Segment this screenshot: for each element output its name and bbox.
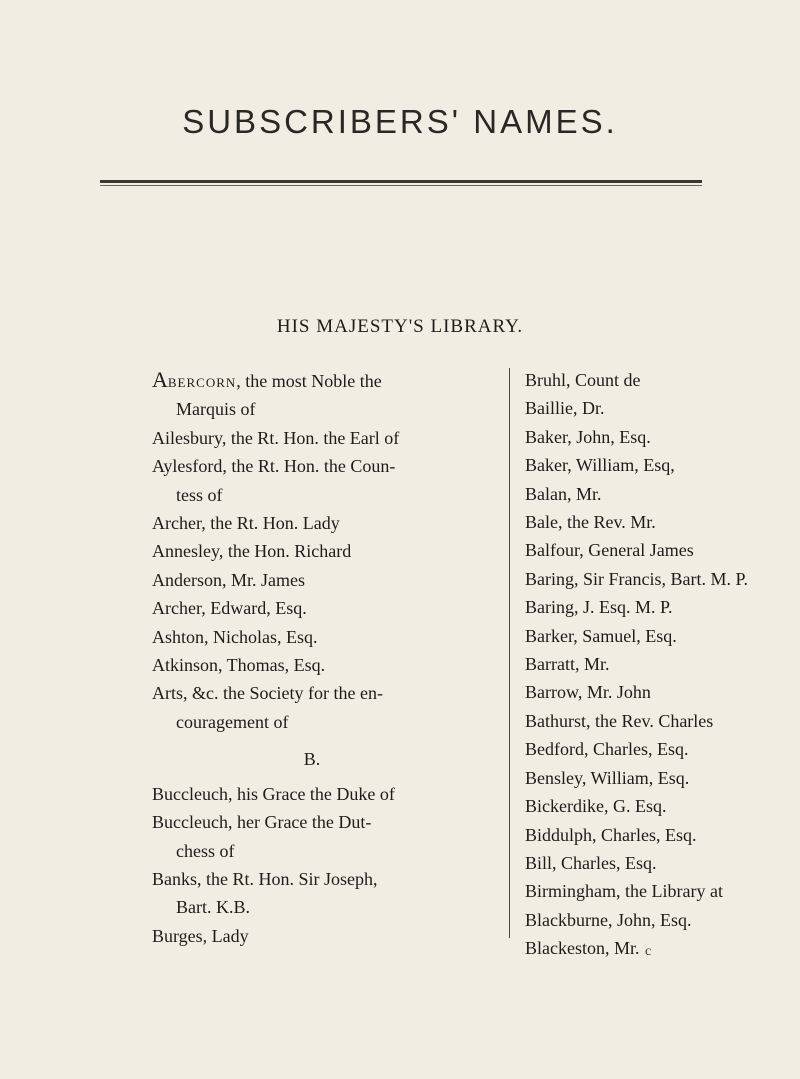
list-item: Aylesford, the Rt. Hon. the Coun- (152, 456, 396, 477)
drop-cap: A (152, 367, 168, 392)
list-item: tess of (176, 484, 223, 505)
list-item: Barratt, Mr. (525, 654, 610, 675)
list-item: Bruhl, Count de (525, 370, 641, 390)
list-item: Buccleuch, his Grace the Duke of (152, 783, 395, 804)
left-column (152, 366, 502, 950)
list-item: Marquis of (176, 399, 256, 420)
list-item: Barrow, Mr. John (525, 682, 651, 703)
page-title: SUBSCRIBERS' NAMES. (182, 103, 618, 140)
list-item: Arts, &c. the Society for the en- (152, 683, 383, 704)
list-item: Bart. K.B. (176, 897, 250, 918)
list-item: Baring, J. Esq. M. P. (525, 597, 673, 618)
list-item (152, 366, 502, 395)
list-item: Birmingham, the Library at (525, 881, 723, 902)
signature-mark: c (645, 944, 652, 959)
list-item: Baker, John, Esq. (525, 426, 651, 447)
list-item: Archer, the Rt. Hon. Lady (152, 513, 340, 534)
list-item: Baillie, Dr. (525, 398, 605, 419)
list-item: Bensley, William, Esq. (525, 767, 690, 788)
title-rule-thick (100, 180, 702, 183)
list-item: Ashton, Nicholas, Esq. (152, 626, 318, 647)
list-item: Balan, Mr. (525, 483, 602, 504)
list-item: Bickerdike, G. Esq. (525, 796, 667, 817)
list-item: Annesley, the Hon. Richard (152, 541, 352, 562)
list-item: Barker, Samuel, Esq. (525, 625, 677, 646)
page-subtitle: HIS MAJESTY'S LIBRARY. (276, 316, 524, 337)
list-item: Buccleuch, her Grace the Dut- (152, 812, 372, 833)
section-heading-b: B. (303, 749, 321, 770)
list-item: Bale, the Rev. Mr. (525, 512, 656, 533)
list-item: Blackeston, Mr. (525, 938, 640, 959)
title-rule-thin (100, 185, 702, 186)
list-item: Burges, Lady (152, 925, 249, 946)
small-caps-name: bercorn (167, 371, 237, 391)
list-item: chess of (176, 840, 235, 861)
list-item: Bill, Charles, Esq. (525, 852, 657, 873)
list-item: couragement of (176, 711, 289, 732)
list-item: Baring, Sir Francis, Bart. M. P. (525, 568, 748, 589)
list-item: Archer, Edward, Esq. (152, 598, 307, 619)
list-item: Bathurst, the Rev. Charles (525, 710, 714, 731)
list-item: Blackburne, John, Esq. (525, 909, 692, 930)
list-item: Baker, William, Esq, (525, 455, 675, 476)
list-item: Atkinson, Thomas, Esq. (152, 655, 326, 676)
right-column (525, 366, 800, 963)
list-item: Ailesbury, the Rt. Hon. the Earl of (152, 427, 400, 448)
list-item: Banks, the Rt. Hon. Sir Joseph, (152, 868, 378, 889)
list-item: Balfour, General James (525, 540, 694, 561)
list-item: Anderson, Mr. James (152, 569, 305, 590)
list-item: Bedford, Charles, Esq. (525, 739, 689, 760)
entry-text: , the most Noble the (236, 371, 382, 391)
column-divider (509, 368, 510, 938)
list-item: Biddulph, Charles, Esq. (525, 824, 697, 845)
